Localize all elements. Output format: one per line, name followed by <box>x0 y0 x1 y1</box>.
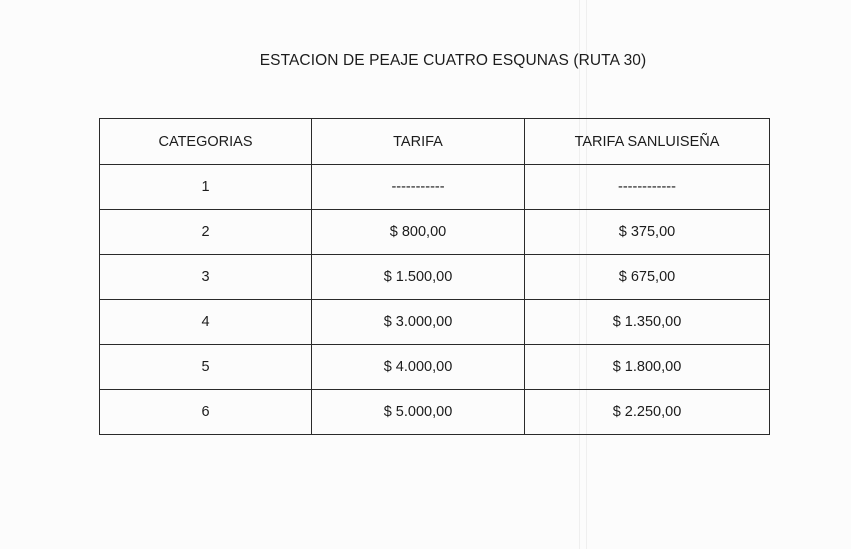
tarifa-cell: $ 800,00 <box>312 210 525 255</box>
tarifa-cell: ----------- <box>312 165 525 210</box>
category-cell: 3 <box>100 255 312 300</box>
table-header-row <box>100 119 770 165</box>
tarifa-sanluisena-cell: $ 1.800,00 <box>525 345 770 390</box>
tarifa-sanluisena-cell: $ 2.250,00 <box>525 390 770 435</box>
tarifa-sanluisena-cell: $ 375,00 <box>525 210 770 255</box>
tarifa-cell: $ 4.000,00 <box>312 345 525 390</box>
category-cell: 4 <box>100 300 312 345</box>
table-row <box>100 255 770 300</box>
toll-rates-table <box>99 118 770 435</box>
tarifa-sanluisena-cell: $ 675,00 <box>525 255 770 300</box>
header-tarifa: TARIFA <box>312 119 525 165</box>
tarifa-cell: $ 5.000,00 <box>312 390 525 435</box>
table-row <box>100 345 770 390</box>
category-cell: 1 <box>100 165 312 210</box>
table-row <box>100 210 770 255</box>
tarifa-cell: $ 3.000,00 <box>312 300 525 345</box>
category-cell: 5 <box>100 345 312 390</box>
tarifa-sanluisena-cell: $ 1.350,00 <box>525 300 770 345</box>
table-row <box>100 165 770 210</box>
category-cell: 6 <box>100 390 312 435</box>
table-row <box>100 300 770 345</box>
tarifa-sanluisena-cell: ------------ <box>525 165 770 210</box>
tarifa-cell: $ 1.500,00 <box>312 255 525 300</box>
table-row <box>100 390 770 435</box>
category-cell: 2 <box>100 210 312 255</box>
header-categorias: CATEGORIAS <box>100 119 312 165</box>
document-title: ESTACION DE PEAJE CUATRO ESQUNAS (RUTA 30) <box>259 52 647 69</box>
header-tarifa-sanluisena: TARIFA SANLUISEÑA <box>525 119 770 165</box>
